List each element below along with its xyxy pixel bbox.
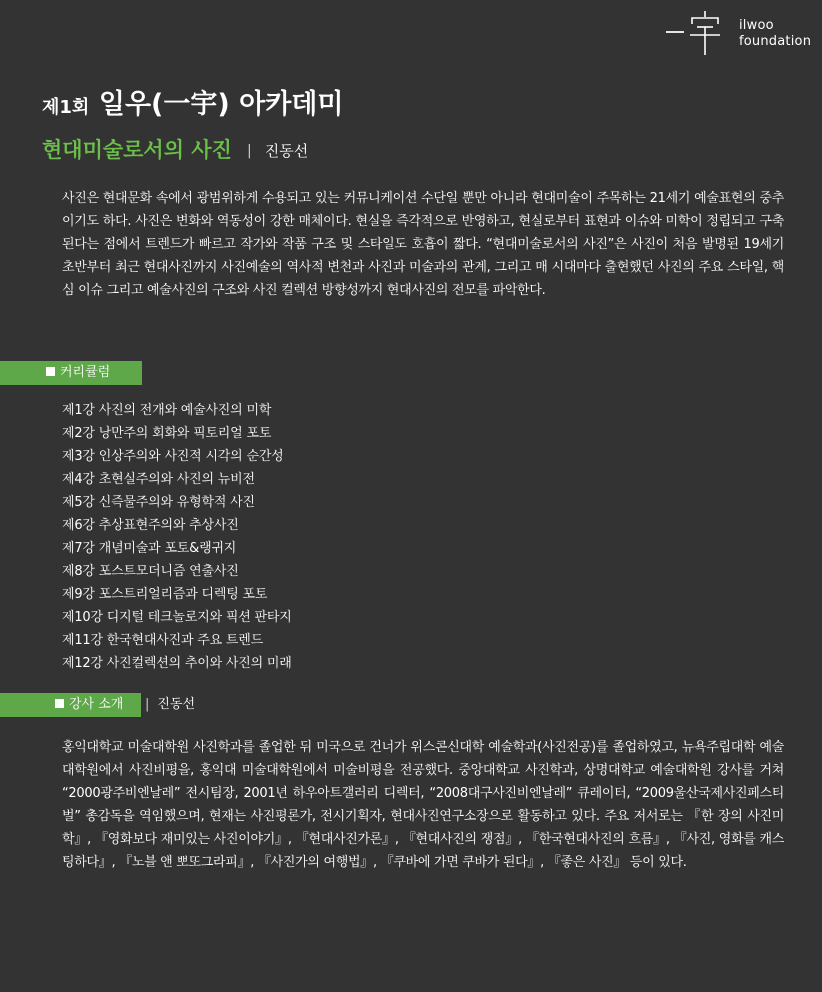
curriculum-item: 제5강 신즉물주의와 유형학적 사진 <box>62 495 255 510</box>
curriculum-item: 제6강 추상표현주의와 추상사진 <box>62 518 239 533</box>
academy-title: 일우(一宇) 아카데미 <box>98 89 344 120</box>
logo-wordmark <box>739 18 811 50</box>
lecturer-name: 진동선 <box>157 697 196 712</box>
curriculum-section-tag <box>0 361 142 385</box>
curriculum-item: 제11강 한국현대사진과 주요 트렌드 <box>62 633 263 648</box>
curriculum-item: 제9강 포스트리얼리즘과 디렉팅 포토 <box>62 587 268 602</box>
course-instructor: 진동선 <box>264 142 309 160</box>
square-bullet-icon <box>55 699 64 708</box>
course-introduction: 사진은 현대문화 속에서 광범위하게 수용되고 있는 커뮤니케이션 수단일 뿐만 아니라 현대미술이 주목하는 21세기 예술표현의 중추이기도 하다. 사진은 변화와 역동성이 강한 매체이다. 현실을 즉각적으로 반영하고, 현실로부터 표현과 이슈와 미학이 정립되고 구축된다는 점에서 트렌드가 빠르고 작가와 작품 구조 및 스타일도 호흡이 짧다. “현대미술로서의 사진”은 사진이 처음 발명된 19세기 초반부터 최근 현대사진까지 사진예술의 역사적 변천과 사진과 미술과의 관계, 그리고 매 시대마다 출현했던 사진의 주요 스타일, 핵심 이슈 그리고 예술사진의 구조와 사진 컬렉션 방향성까지 현대사진의 전모를 파악한다. <box>62 191 784 298</box>
square-bullet-icon <box>46 367 55 376</box>
lecturer-name-line <box>145 693 195 717</box>
curriculum-item: 제10강 디지털 테크놀로지와 픽션 판타지 <box>62 610 292 625</box>
lecturer-section-tag <box>0 693 141 717</box>
curriculum-item: 제1강 사진의 전개와 예술사진의 미학 <box>62 403 272 418</box>
curriculum-label: 커리큘럼 <box>60 365 111 380</box>
lecturer-separator: | <box>145 697 150 712</box>
curriculum-item: 제7강 개념미술과 포토&랭귀지 <box>62 541 237 556</box>
course-title: 현대미술로서의 사진 <box>42 138 232 162</box>
lecturer-label: 강사 소개 <box>69 697 124 712</box>
curriculum-item: 제3강 인상주의와 사진적 시각의 순간성 <box>62 449 284 464</box>
curriculum-item: 제12강 사진컬렉션의 추이와 사진의 미래 <box>62 656 292 671</box>
ilwoo-logo-mark-icon <box>664 10 726 56</box>
curriculum-item: 제8강 포스트모더니즘 연출사진 <box>62 564 239 579</box>
logo-line-1: ilwoo <box>739 18 774 33</box>
heading-separator: | <box>246 143 252 159</box>
logo-line-2: foundation <box>739 34 812 49</box>
curriculum-item: 제4강 초현실주의와 사진의 뉴비전 <box>62 472 255 487</box>
curriculum-list <box>62 399 292 675</box>
ilwoo-foundation-logo <box>664 10 816 56</box>
page-title <box>42 82 343 121</box>
course-heading <box>42 134 308 164</box>
lecturer-biography: 홍익대학교 미술대학원 사진학과를 졸업한 뒤 미국으로 건너가 위스콘신대학 예술학과(사진전공)를 졸업하였고, 뉴욕주립대학 예술대학원에서 사진비평을, 홍익대 미술대학원에서 미술비평을 전공했다. 중앙대학교 사진학과, 상명대학교 예술대학원 강사를 거쳐 “2000광주비엔날레” 전시팀장, 2001년 하우아트갤러리 디렉터, “2008대구사진비엔날레” 큐레이터, “2009울산국제사진페스티벌” 총감독을 역임했으며, 현재는 사진평론가, 전시기획자, 현대사진연구소장으로 활동하고 있다. 주요 저서로는 『한 장의 사진미학』, 『영화보다 재미있는 사진이야기』, 『현대사진가론』, 『현대사진의 쟁점』, 『한국현대사진의 흐름』, 『사진, 영화를 캐스팅하다』, 『노블 앤 뽀또그라피』, 『사진가의 여행법』, 『쿠바에 가면 쿠바가 된다』, 『좋은 사진』 등이 있다. <box>62 740 785 870</box>
curriculum-item: 제2강 낭만주의 회화와 픽토리얼 포토 <box>62 426 272 441</box>
session-number: 제1회 <box>42 97 90 118</box>
